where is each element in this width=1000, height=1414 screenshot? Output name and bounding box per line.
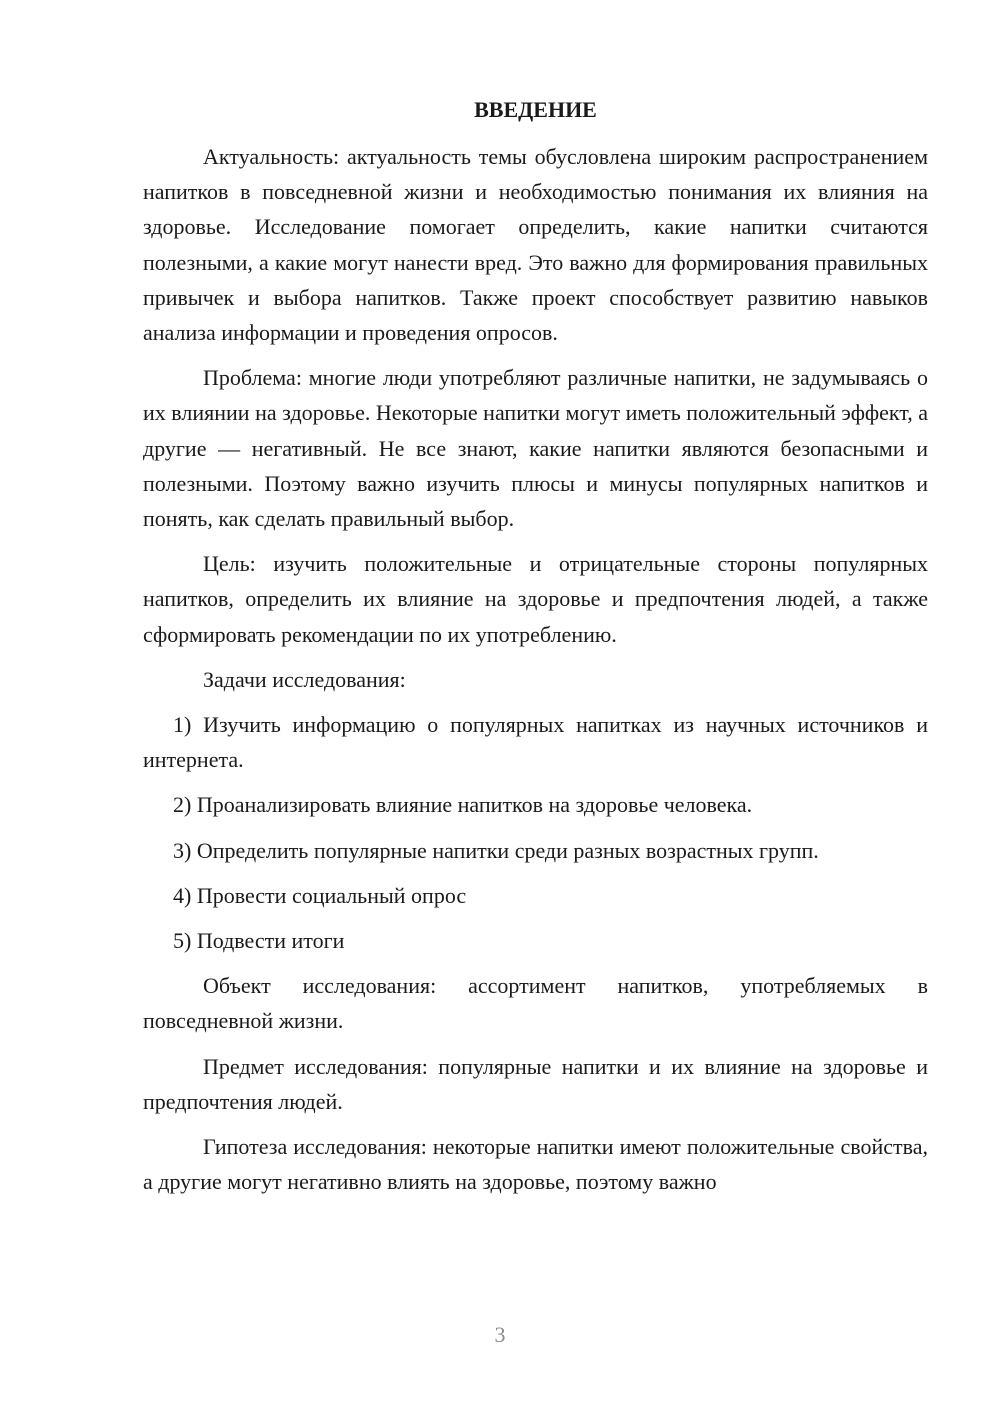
task-item-3: 3) Определить популярные напитки среди разных возрастных групп. <box>173 837 819 863</box>
task-item-2: 2) Проанализировать влияние напитков на здоровье человека. <box>173 792 753 818</box>
paragraph-relevance: Актуальность: актуальность темы обусловлена широким распространением напитков в повседневной жизни и необходимостью понимания их влияния на здоровье. Исследование помогает определить, какие напитки считаются полезными, а какие могут нанести вред. Это важно для формирования правильных привычек и выбора напитков. Также проект способствует развитию навыков анализа информации и проведения опросов. <box>143 144 928 346</box>
task-item-4: 4) Провести социальный опрос <box>173 882 467 908</box>
task-item-1: 1) Изучить информацию о популярных напитках из научных источников и интернета. <box>143 712 928 773</box>
task-item-5: 5) Подвести итоги <box>173 928 345 954</box>
paragraph-problem: Проблема: многие люди употребляют различные напитки, не задумываясь о их влиянии на здоровье. Некоторые напитки могут иметь положительный эффект, а другие — негативный. Не все знают, какие напитки являются безопасными и полезными. Поэтому важно изучить плюсы и минусы популярных напитков и понять, как сделать правильный выбор. <box>143 365 928 532</box>
section-heading: ВВЕДЕНИЕ <box>474 97 597 122</box>
page-number: 3 <box>494 1322 506 1347</box>
paragraph-hypothesis: Гипотеза исследования: некоторые напитки имеют положительные свойства, а другие могут негативно влиять на здоровье, поэтому важно <box>143 1134 928 1195</box>
document-page <box>143 95 928 1209</box>
paragraph-object: Объект исследования: ассортимент напитков, употребляемых в повседневной жизни. <box>143 973 928 1034</box>
paragraph-goal: Цель: изучить положительные и отрицательные стороны популярных напитков, определить их влияние на здоровье и предпочтения людей, а также сформировать рекомендации по их употреблению. <box>143 551 928 647</box>
paragraph-subject: Предмет исследования: популярные напитки и их влияние на здоровье и предпочтения людей. <box>143 1053 928 1114</box>
tasks-title: Задачи исследования: <box>203 666 406 692</box>
